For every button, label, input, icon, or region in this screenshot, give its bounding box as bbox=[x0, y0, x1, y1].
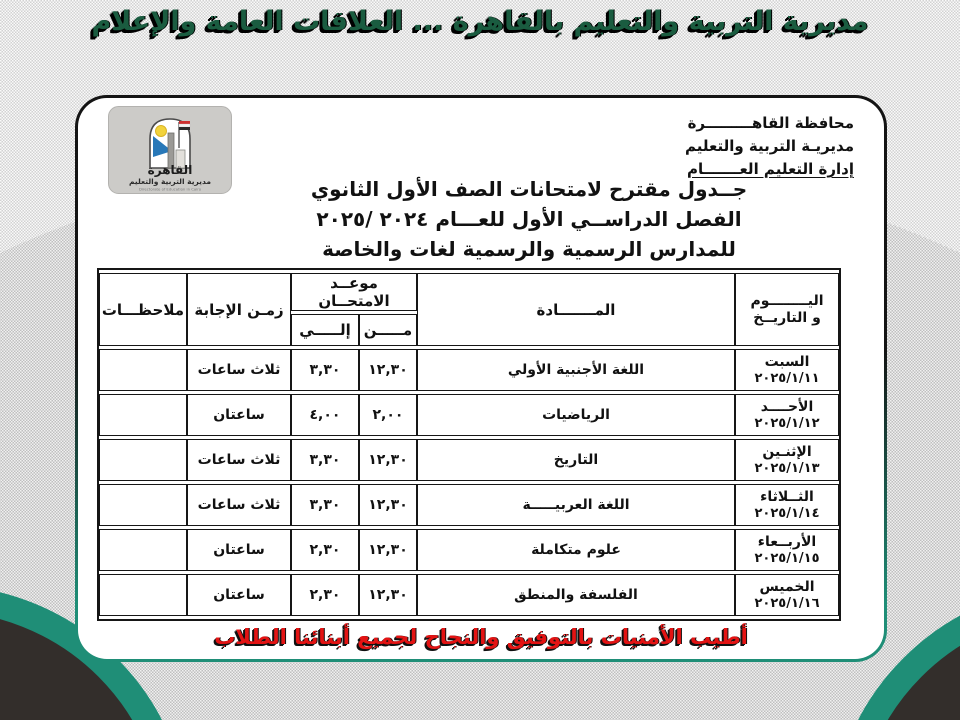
banner-title: مديرية التربية والتعليم بالقاهرة ... العلاقات العامة والإعلام bbox=[91, 6, 869, 37]
letterhead-line-administration: إدارة التعليم العـــــــام bbox=[686, 160, 854, 178]
table-row bbox=[99, 484, 839, 526]
from-cell: ١٢,٣٠ bbox=[359, 484, 417, 526]
letterhead-line-governorate: محافظة القاهـــــــــرة bbox=[687, 114, 854, 132]
from-cell: ١٢,٣٠ bbox=[359, 574, 417, 616]
to-cell: ٣,٣٠ bbox=[291, 349, 359, 391]
logo-org-label: مديرية التربية والتعليم bbox=[129, 177, 211, 186]
col-header-duration: زمـن الإجابة bbox=[187, 273, 291, 346]
table-row bbox=[99, 394, 839, 436]
table-row bbox=[99, 529, 839, 571]
letterhead bbox=[685, 112, 854, 181]
day-cell: الأربــعاء ٢٠٢٥/١/١٥ bbox=[735, 529, 839, 571]
from-cell: ١٢,٣٠ bbox=[359, 439, 417, 481]
notes-cell bbox=[99, 529, 187, 571]
to-cell: ٣,٣٠ bbox=[291, 484, 359, 526]
sun-icon bbox=[156, 126, 167, 137]
letterhead-line-directorate: مديريـة التربية والتعليم bbox=[685, 137, 854, 155]
notes-cell bbox=[99, 349, 187, 391]
directorate-logo-emblem bbox=[108, 106, 232, 194]
document-card-frame bbox=[75, 95, 887, 662]
day-cell: الثــلاثاء ٢٠٢٥/١/١٤ bbox=[735, 484, 839, 526]
subject-cell: اللغة العربيـــــة bbox=[417, 484, 735, 526]
day-cell: الإثنـين ٢٠٢٥/١/١٣ bbox=[735, 439, 839, 481]
document-title-line3: للمدارس الرسمية والرسمية لغات والخاصة bbox=[322, 237, 736, 261]
day-cell: السبت ٢٠٢٥/١/١١ bbox=[735, 349, 839, 391]
egypt-flag-icon bbox=[179, 121, 190, 130]
document-title-line1: جــدول مقترح لامتحانات الصف الأول الثانوي bbox=[310, 177, 748, 201]
duration-cell: ساعتان bbox=[187, 394, 291, 436]
duration-cell: ساعتان bbox=[187, 574, 291, 616]
col-header-to: إلـــــي bbox=[291, 314, 359, 346]
to-cell: ٢,٣٠ bbox=[291, 529, 359, 571]
document-title bbox=[269, 174, 789, 264]
duration-cell: ساعتان bbox=[187, 529, 291, 571]
directorate-logo bbox=[108, 106, 232, 194]
document-title-line2: الفصل الدراســي الأول للعـــام ٢٠٢٤ /٢٠٢٥ bbox=[316, 207, 742, 231]
document-card bbox=[78, 98, 884, 659]
from-cell: ٢,٠٠ bbox=[359, 394, 417, 436]
table-row bbox=[99, 574, 839, 616]
duration-cell: ثلاث ساعات bbox=[187, 439, 291, 481]
to-cell: ٤,٠٠ bbox=[291, 394, 359, 436]
logo-org-en-label: Directorate of Education in Cairo bbox=[138, 186, 202, 192]
subject-cell: علوم متكاملة bbox=[417, 529, 735, 571]
col-header-notes: ملاحظـــات bbox=[99, 273, 187, 346]
table-row bbox=[99, 439, 839, 481]
wishes-text: أطيب الأمنيات بالتوفيق والنجاح لجميع أبنائنا الطلاب bbox=[214, 625, 748, 649]
duration-cell: ثلاث ساعات bbox=[187, 484, 291, 526]
logo-city-label: القاهرة bbox=[147, 163, 193, 177]
table-row bbox=[99, 349, 839, 391]
exam-schedule-table bbox=[97, 268, 841, 621]
notes-cell bbox=[99, 484, 187, 526]
to-cell: ٢,٣٠ bbox=[291, 574, 359, 616]
notes-cell bbox=[99, 439, 187, 481]
to-cell: ٣,٣٠ bbox=[291, 439, 359, 481]
subject-cell: الرياضيات bbox=[417, 394, 735, 436]
col-header-day-line2: و التاريــخ bbox=[753, 309, 821, 326]
duration-cell: ثلاث ساعات bbox=[187, 349, 291, 391]
from-cell: ١٢,٣٠ bbox=[359, 349, 417, 391]
subject-cell: اللغة الأجنبية الأولي bbox=[417, 349, 735, 391]
day-cell: الأحــــد ٢٠٢٥/١/١٢ bbox=[735, 394, 839, 436]
col-header-exam-time: موعــد الامتحــان bbox=[291, 273, 417, 311]
from-cell: ١٢,٣٠ bbox=[359, 529, 417, 571]
col-header-day-line1: اليــــــــوم bbox=[750, 292, 824, 309]
col-header-day bbox=[735, 273, 839, 346]
day-cell: الخميس ٢٠٢٥/١/١٦ bbox=[735, 574, 839, 616]
col-header-subject: المـــــــادة bbox=[417, 273, 735, 346]
subject-cell: التاريخ bbox=[417, 439, 735, 481]
col-header-from: مـــــن bbox=[359, 314, 417, 346]
subject-cell: الفلسفة والمنطق bbox=[417, 574, 735, 616]
notes-cell bbox=[99, 394, 187, 436]
notes-cell bbox=[99, 574, 187, 616]
